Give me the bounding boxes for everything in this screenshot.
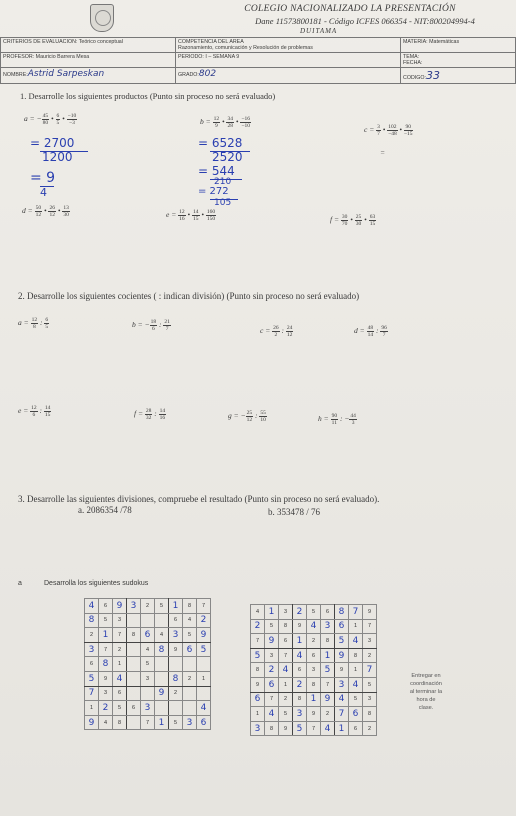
sudoku-row [251,648,377,663]
sudoku-2 [250,604,377,736]
sudoku-cell[interactable]: 9 [197,628,211,643]
sudoku-cell[interactable]: 5 [349,692,363,707]
sudoku-cell[interactable]: 8 [307,677,321,692]
sudoku-row [251,692,377,707]
sudoku-cell[interactable] [127,657,141,672]
note-line: hora de [416,697,436,703]
work-a-numerator: = 2700 [30,136,75,150]
sudoku-cell[interactable] [155,701,169,716]
sudoku-cell[interactable]: 6 [99,599,113,614]
sudoku-cell[interactable]: 2 [85,628,99,643]
sudoku-cell[interactable]: 1 [155,715,169,730]
sudoku-cell[interactable]: 9 [293,619,307,634]
sudoku-cell[interactable]: 3 [169,628,183,643]
sudoku-cell[interactable]: 2 [113,642,127,657]
sudoku-cell[interactable]: 5 [169,715,183,730]
sudoku-cell[interactable]: 4 [85,599,99,614]
sudoku-cell[interactable]: 1 [349,663,363,678]
sudoku-row [85,671,211,686]
quotient-a: a = $\frac{12}{8}$ : $\frac{6}{5}$ [18,317,49,330]
sudoku-cell[interactable]: 8 [251,663,265,678]
sudoku-cell[interactable]: 9 [307,707,321,722]
sudoku-cell[interactable] [127,613,141,628]
sudoku-cell[interactable]: 6 [321,605,335,620]
product-f: f = $\frac{30}{70}$ • $\frac{25}{30}$ • $\frac{63}{15}$ [330,214,376,227]
sudoku-cell[interactable]: 7 [307,721,321,736]
work-b-step1-den: 2520 [212,150,243,164]
grado-cell [176,68,401,84]
sudoku-cell[interactable]: 5 [265,619,279,634]
sudoku-cell[interactable]: 3 [335,677,349,692]
sudoku-cell[interactable]: 3 [363,692,377,707]
sudoku-cell[interactable]: 9 [99,671,113,686]
work-b-step3-den: 105 [214,198,232,208]
sudoku-cell[interactable]: 5 [335,634,349,649]
sudoku-cell[interactable]: 9 [169,642,183,657]
sudoku-cell[interactable]: 8 [293,692,307,707]
sudoku-cell[interactable]: 3 [127,599,141,614]
sudoku-cell[interactable]: 4 [335,692,349,707]
note-line: coordinación [410,681,442,687]
product-b: b = $\frac{12}{9}$ • $\frac{34}{28}$ • $\frac{-16}{-10}$ [200,116,250,129]
quotient-e: e = $\frac{12}{6}$ : $\frac{14}{15}$ [18,405,51,418]
tema-label: TEMA: [403,54,420,60]
sudoku-cell[interactable]: 9 [321,692,335,707]
quotient-b: b = − $\frac{18}{6}$ : $\frac{21}{7}$ [132,319,170,332]
sudoku-cell[interactable]: 1 [197,671,211,686]
sudoku-row [85,701,211,716]
sudoku-cell[interactable]: 6 [85,657,99,672]
sudoku-cell[interactable]: 4 [155,628,169,643]
sudoku-cell[interactable]: 8 [349,648,363,663]
section-4-title: Desarrolla los siguientes sudokus [44,580,149,587]
section-3-title: 3. Desarrolle las siguientes divisiones, compruebe el resultado (Punto sin proceso no será evaluado). [18,494,380,504]
sudoku-cell[interactable]: 4 [197,701,211,716]
sudoku-cell[interactable]: 5 [141,657,155,672]
quotient-d: d = $\frac{48}{14}$ : $\frac{96}{7}$ [354,325,387,338]
sudoku-cell[interactable]: 7 [197,599,211,614]
competencia-value: Razonamiento, comunicación y Resolución de problemas [178,45,313,51]
sudoku-cell[interactable] [169,657,183,672]
sudoku-cell[interactable]: 5 [113,701,127,716]
sudoku-cell[interactable]: 8 [155,642,169,657]
sudoku-row [251,707,377,722]
sudoku-cell[interactable]: 2 [293,605,307,620]
header-table [0,37,516,84]
sudoku-cell[interactable]: 2 [279,692,293,707]
sudoku-cell[interactable]: 6 [349,721,363,736]
sudoku-row [251,721,377,736]
sudoku-cell[interactable]: 8 [99,657,113,672]
sudoku-cell[interactable]: 2 [169,686,183,701]
sudoku-cell[interactable]: 5 [197,642,211,657]
fecha-label: FECHA: [403,60,423,66]
sudoku-cell[interactable]: 2 [183,671,197,686]
sudoku-cell[interactable]: 3 [265,648,279,663]
sudoku-cell[interactable]: 5 [321,663,335,678]
division-a: a. 2086354 /78 [78,505,132,515]
sudoku-cell[interactable]: 7 [99,642,113,657]
sudoku-cell[interactable]: 4 [183,613,197,628]
sudoku-row [251,663,377,678]
product-d: d = $\frac{50}{12}$ • $\frac{26}{12}$ • $\frac{13}{30}$ [22,205,69,218]
grado-label: GRADO: [178,72,199,78]
sudoku-cell[interactable]: 2 [363,721,377,736]
sudoku-cell[interactable]: 1 [99,628,113,643]
sudoku-cell[interactable]: 4 [113,671,127,686]
sudoku-cell[interactable]: 1 [279,677,293,692]
grado-value: 802 [198,69,217,79]
sudoku-cell[interactable]: 3 [279,605,293,620]
sudoku-cell[interactable]: 6 [251,692,265,707]
periodo-cell: PERIODO: I – SEMANA 9 [176,53,401,68]
sudoku-cell[interactable]: 1 [349,619,363,634]
sudoku-cell[interactable] [169,701,183,716]
sudoku-row [85,642,211,657]
competencia-cell [176,38,401,53]
sudoku-cell[interactable]: 7 [363,619,377,634]
sudoku-row [85,657,211,672]
sudoku-cell[interactable]: 9 [335,663,349,678]
sudoku-cell[interactable]: 9 [155,686,169,701]
sudoku-cell[interactable]: 5 [363,677,377,692]
sudoku-cell[interactable]: 9 [363,605,377,620]
sudoku-cell[interactable]: 6 [307,648,321,663]
sudoku-cell[interactable]: 5 [155,599,169,614]
sudoku-cell[interactable]: 1 [113,657,127,672]
note-line: al terminar la [409,689,443,695]
sudoku-cell[interactable]: 8 [113,715,127,730]
sudoku-cell[interactable]: 2 [99,701,113,716]
work-b-step2-den: 210 [214,177,232,187]
sudoku-row [251,634,377,649]
equals-c: = [380,148,386,157]
sudoku-cell[interactable]: 2 [363,648,377,663]
sudoku-cell[interactable] [127,686,141,701]
sudoku-cell[interactable]: 6 [293,663,307,678]
sudoku-cell[interactable]: 3 [293,707,307,722]
sudoku-row [85,686,211,701]
sudoku-cell[interactable]: 5 [99,613,113,628]
quotient-g: g = − $\frac{25}{12}$ : $\frac{55}{10}$ [228,410,266,423]
sudoku-cell[interactable]: 9 [251,677,265,692]
sudoku-cell[interactable]: 6 [197,715,211,730]
sudoku-cell[interactable]: 4 [349,677,363,692]
note-line: Entregar en [411,673,441,679]
codigo-cell [401,68,516,84]
sudoku-cell[interactable]: 2 [307,634,321,649]
sudoku-cell[interactable]: 3 [113,613,127,628]
sudoku-cell[interactable] [127,671,141,686]
section-1-title: 1. Desarrolle los siguientes productos (Punto sin proceso no será evaluado) [20,91,276,101]
sudoku-cell[interactable]: 8 [127,628,141,643]
sudoku-cell[interactable]: 6 [183,642,197,657]
delivery-note [398,672,454,712]
sudoku-cell[interactable]: 7 [363,663,377,678]
nombre-label: NOMBRE: [3,72,28,78]
sudoku-row [251,605,377,620]
school-crest-icon [90,4,114,32]
sudoku-cell[interactable]: 1 [169,599,183,614]
sudoku-cell[interactable] [141,686,155,701]
sudoku-cell[interactable]: 6 [265,677,279,692]
sudoku-cell[interactable]: 7 [349,605,363,620]
work-a-result-num: = 9 [30,170,56,186]
product-a: a = − $\frac{45}{80}$ • $\frac{6}{5}$ • $\frac{-10}{-3}$ [24,113,77,126]
sudoku-cell[interactable]: 5 [183,628,197,643]
section-4-marker: a [18,580,22,587]
school-city: DUITAMA [300,27,338,35]
work-b-step2-num: = 544 [198,164,235,178]
sudoku-cell[interactable]: 9 [335,648,349,663]
sudoku-cell[interactable]: 7 [141,715,155,730]
quotient-f: f = $\frac{28}{32}$ : $\frac{14}{16}$ [134,408,166,421]
work-b-step3-num: = 272 [198,186,229,197]
sudoku-cell[interactable] [197,657,211,672]
sudoku-cell[interactable]: 7 [265,692,279,707]
tema-cell [401,53,516,68]
sudoku-cell[interactable]: 9 [279,721,293,736]
sudoku-cell[interactable]: 4 [349,634,363,649]
sudoku-cell[interactable]: 8 [183,599,197,614]
section-2-title: 2. Desarrolle los siguientes cocientes ( : indican división) (Punto sin proceso no será evaluado) [18,291,360,301]
work-a-result-den: 4 [40,186,47,199]
sudoku-cell[interactable]: 2 [321,707,335,722]
sudoku-cell[interactable]: 7 [335,707,349,722]
sudoku-row [85,628,211,643]
materia-cell: MATERIA: Matemáticas [401,38,516,53]
sudoku-cell[interactable]: 6 [349,707,363,722]
sudoku-cell[interactable]: 4 [265,707,279,722]
school-name: COLEGIO NACIONALIZADO LA PRESENTACIÓN [244,4,456,14]
criterios-cell: CRITERIOS DE EVALUACION: Teórico conceptual [1,38,176,53]
sudoku-cell[interactable]: 3 [251,721,265,736]
sudoku-row [85,715,211,730]
sudoku-row [251,619,377,634]
sudoku-cell[interactable]: 2 [265,663,279,678]
sudoku-cell[interactable]: 6 [335,619,349,634]
sudoku-row [85,613,211,628]
sudoku-cell[interactable] [127,642,141,657]
sudoku-cell[interactable]: 4 [99,715,113,730]
sudoku-cell[interactable]: 3 [321,619,335,634]
sudoku-cell[interactable]: 4 [293,648,307,663]
sudoku-cell[interactable] [127,715,141,730]
product-e: e = $\frac{12}{16}$ • $\frac{14}{15}$ • $\frac{160}{150}$ [166,209,216,222]
sudoku-cell[interactable] [141,613,155,628]
sudoku-cell[interactable]: 3 [183,715,197,730]
sudoku-cell[interactable]: 5 [307,605,321,620]
school-codes: Dane 11573800181 - Código ICFES 066354 - NIT:800204994-4 [255,16,475,26]
sudoku-cell[interactable]: 1 [265,605,279,620]
sudoku-cell[interactable]: 6 [279,634,293,649]
sudoku-cell[interactable]: 4 [279,663,293,678]
sudoku-cell[interactable]: 7 [113,628,127,643]
division-b: b. 353478 / 76 [268,507,321,517]
sudoku-cell[interactable]: 1 [293,634,307,649]
sudoku-cell[interactable] [183,657,197,672]
work-b-step1-num: = 6528 [198,136,243,150]
codigo-label: CODIGO: [403,75,426,81]
sudoku-cell[interactable]: 6 [141,628,155,643]
nombre-cell [1,68,176,84]
sudoku-cell[interactable]: 9 [113,599,127,614]
quotient-c: c = $\frac{26}{2}$ : $\frac{24}{12}$ [260,325,293,338]
sudoku-cell[interactable]: 6 [169,613,183,628]
sudoku-cell[interactable]: 1 [307,692,321,707]
sudoku-cell[interactable]: 9 [265,634,279,649]
sudoku-cell[interactable]: 2 [197,613,211,628]
sudoku-cell[interactable]: 5 [251,648,265,663]
sudoku-cell[interactable]: 3 [363,634,377,649]
sudoku-cell[interactable]: 4 [307,619,321,634]
sudoku-cell[interactable]: 8 [169,671,183,686]
work-a-denominator: 1200 [42,150,73,164]
sudoku-cell[interactable]: 1 [335,721,349,736]
sudoku-cell[interactable]: 6 [113,686,127,701]
sudoku-cell[interactable]: 1 [251,707,265,722]
sudoku-cell[interactable]: 8 [363,707,377,722]
sudoku-cell[interactable] [155,613,169,628]
sudoku-cell[interactable] [155,657,169,672]
sudoku-cell[interactable]: 5 [85,671,99,686]
product-c: c = $\frac{3}{7}$ • $\frac{102}{-48}$ • $\frac{90}{-15}$ [364,124,413,137]
sudoku-cell[interactable]: 3 [99,686,113,701]
sudoku-cell[interactable]: 7 [251,634,265,649]
sudoku-cell[interactable]: 2 [251,619,265,634]
sudoku-cell[interactable] [183,686,197,701]
codigo-value: 33 [425,69,440,82]
sudoku-cell[interactable]: 8 [321,634,335,649]
sudoku-cell[interactable]: 8 [279,619,293,634]
profesor-cell: PROFESOR: Mauricio Barrera Mesa [1,53,176,68]
sudoku-cell[interactable]: 7 [279,648,293,663]
competencia-label: COMPETENCIA DEL AREA [178,39,244,45]
sudoku-cell[interactable] [197,686,211,701]
sudoku-cell[interactable]: 7 [85,686,99,701]
sudoku-cell[interactable]: 9 [85,715,99,730]
student-name: Astrid Sarpeskan [27,69,105,79]
quotient-h: h = $\frac{90}{11}$ : − $\frac{44}{3}$ [318,413,356,426]
sudoku-cell[interactable]: 3 [141,701,155,716]
sudoku-cell[interactable]: 2 [141,599,155,614]
sudoku-cell[interactable]: 8 [265,721,279,736]
sudoku-cell[interactable]: 7 [321,677,335,692]
sudoku-cell[interactable]: 3 [85,642,99,657]
sudoku-cell[interactable]: 5 [293,721,307,736]
sudoku-cell[interactable]: 5 [279,707,293,722]
sudoku-row [85,599,211,614]
sudoku-cell[interactable]: 3 [141,671,155,686]
sudoku-cell[interactable]: 3 [307,663,321,678]
sudoku-cell[interactable]: 8 [335,605,349,620]
sudoku-cell[interactable] [183,701,197,716]
sudoku-1 [84,598,211,730]
sudoku-cell[interactable]: 2 [293,677,307,692]
sudoku-cell[interactable] [155,671,169,686]
sudoku-cell[interactable]: 4 [251,605,265,620]
sudoku-cell[interactable]: 6 [127,701,141,716]
note-line: clase. [418,705,434,711]
sudoku-cell[interactable]: 1 [85,701,99,716]
sudoku-cell[interactable]: 8 [85,613,99,628]
sudoku-cell[interactable]: 1 [321,648,335,663]
sudoku-row [251,677,377,692]
sudoku-cell[interactable]: 4 [321,721,335,736]
sudoku-cell[interactable]: 4 [141,642,155,657]
